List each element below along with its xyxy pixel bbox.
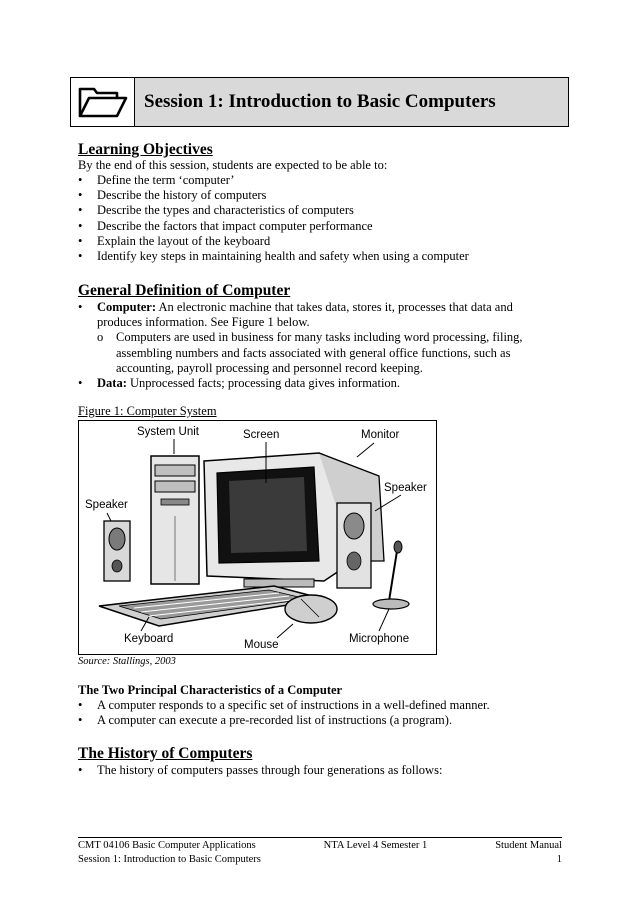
list-item: • The history of computers passes through four generations as follows: [78,763,443,777]
footer-course: CMT 04106 Basic Computer Applications [78,840,256,851]
footer-session: Session 1: Introduction to Basic Computers [78,854,261,865]
list-item: • Describe the types and characteristics of computers [78,203,354,218]
learning-objectives-intro: By the end of this session, students are expected to be able to: [78,158,388,172]
session-title-cell [135,78,568,126]
figure-source: Source: Stallings, 2003 [78,656,176,667]
characteristics-list [78,698,558,728]
system-unit-drawing [151,456,199,584]
learning-objectives-list [78,173,558,264]
computer-sublist [97,330,558,376]
label-system-unit: System Unit [137,426,199,438]
list-item: • Describe the factors that impact computer performance [78,218,373,233]
footer-manual: Student Manual [495,840,562,851]
definition-list [78,300,558,391]
folder-icon [77,85,129,119]
label-keyboard: Keyboard [124,633,174,645]
right-speaker-drawing [337,503,371,588]
data-definition: Unprocessed facts; processing data gives information. [126,376,401,391]
mouse-drawing [285,595,337,623]
list-item: • Data: Unprocessed facts; processing data gives information. [78,376,401,391]
list-item: • A computer responds to a specific set of instructions in a well-defined manner. [78,698,490,712]
label-screen: Screen [243,429,280,441]
footer-level: NTA Level 4 Semester 1 [323,840,428,851]
label-speaker-right: Speaker [384,482,427,494]
label-mouse: Mouse [244,639,279,651]
list-item: o Computers are used in business for many tasks including word processing, filing, assembling numbers and facts associated with general office functions, such as accounting, payroll processing and personnel record keeping. [97,330,523,375]
session-header [70,77,569,127]
session-title: Session 1: Introduction to Basic Computers [144,91,496,112]
characteristics-heading: The Two Principal Characteristics of a Computer [78,683,343,697]
data-term: Data: [97,376,127,391]
computer-term: Computer: [97,300,157,314]
computer-definition: An electronic machine that takes data, stores it, processes that data and produces information. See Figure 1 below. [97,300,513,330]
left-speaker-drawing [104,521,130,581]
list-item: • A computer can execute a pre-recorded list of instructions (a program). [78,713,453,728]
list-item: • Computer: An electronic machine that takes data, stores it, processes that data and produces information. See Figure 1 below. o Computers are used in business for many tasks including word processing, filing, assembling numbers and facts associated with general office functions, such as accounting, payroll processing and personnel record keeping. [78,300,558,376]
list-item: • Describe the history of computers [78,188,267,203]
figure-frame [78,420,437,655]
label-monitor: Monitor [361,429,400,441]
label-speaker-left: Speaker [85,499,128,511]
computer-system-illustration [79,421,436,654]
footer-page-number: 1 [556,854,562,865]
footer-rule [78,837,562,838]
list-item: • Define the term ‘computer’ [78,173,235,187]
footer-row-1 [78,840,562,851]
footer-row-2 [78,854,562,865]
general-definition-heading: General Definition of Computer [78,282,291,299]
learning-objectives-heading: Learning Objectives [78,141,213,158]
history-heading: The History of Computers [78,745,253,762]
history-list [78,763,558,778]
list-item: • Explain the layout of the keyboard [78,233,271,248]
label-microphone: Microphone [349,633,410,645]
list-item: • Identify key steps in maintaining health and safety when using a computer [78,249,469,264]
figure-caption: Figure 1: Computer System [78,404,217,418]
session-icon-cell [71,78,135,126]
